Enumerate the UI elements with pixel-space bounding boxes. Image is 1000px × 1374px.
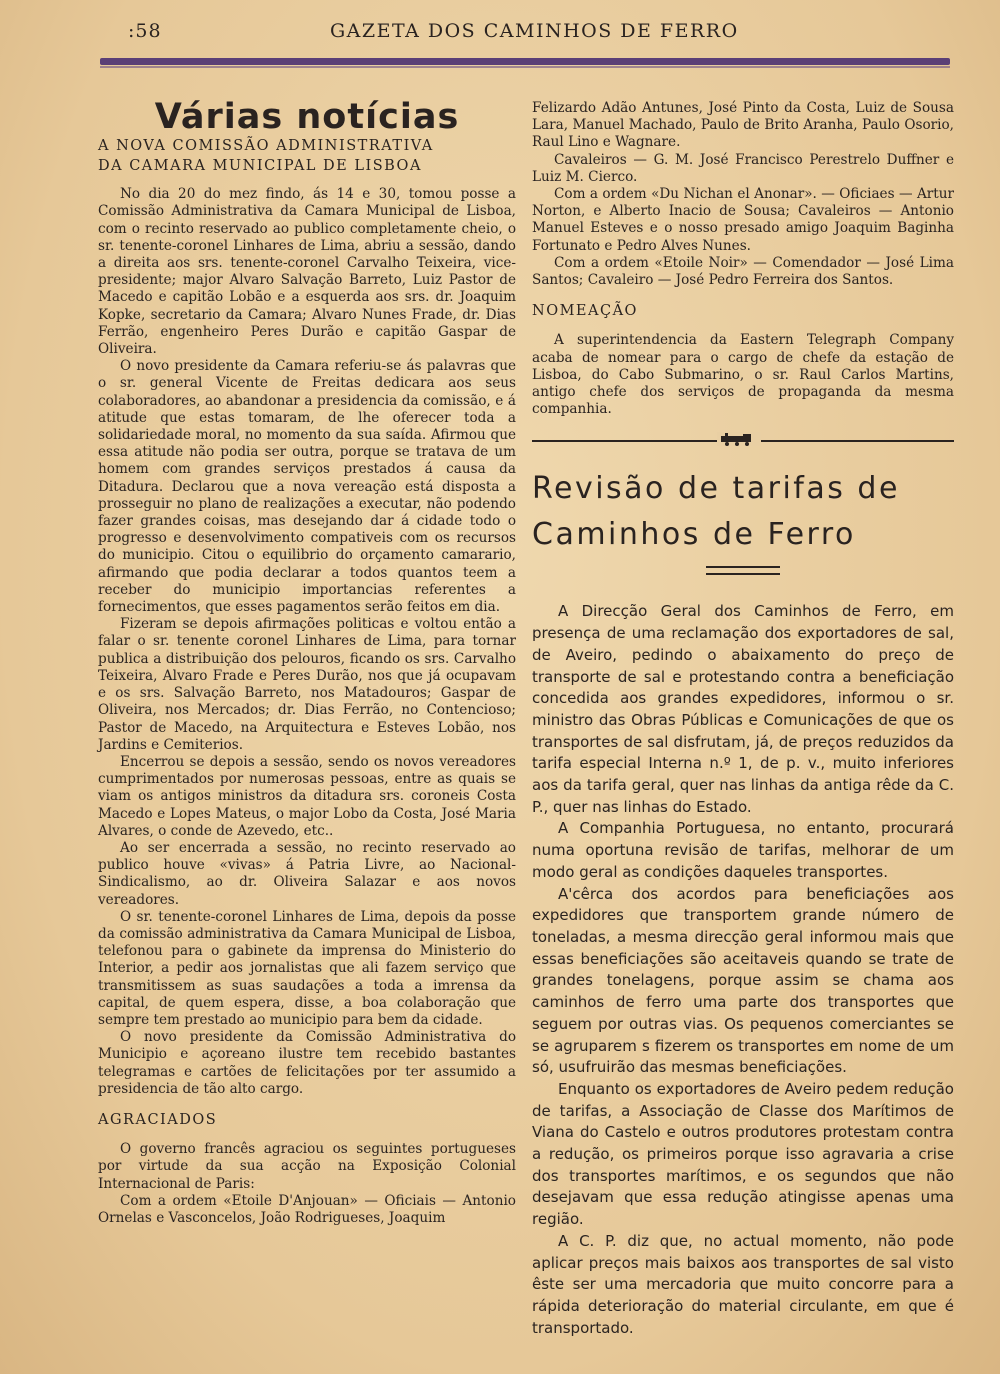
article-title-line-1: Revisão de tarifas de	[532, 471, 900, 507]
article-subhead	[98, 136, 516, 176]
paragraph: O novo presidente da Camara referiu-se ás palavras que o sr. general Vicente de Freitas dedicara aos seus colaboradores, ao abandonar a presidencia da comissão, e á atitude que estas tomaram, de lhe oferecer toda a solidariedade moral, no momento da sua saída. Afirmou que essa atitude não podia ser outra, porque se tratava de um homem com grandes serviços prestados á causa da Ditadura. Declarou que a nova vereação está disposta a prosseguir no plano de realizações a executar, não podendo fazer grandes coisas, mas desejando dar á cidade todo o progresso e desenvolvimento compativeis com os recursos do municipio. Citou o equilibrio do orçamento camarario, afirmando que podia declarar a todos quantos teem a receber do municipio importancias referentes a fornecimentos, que esses pagamentos serão feitos em dia.	[98, 358, 516, 616]
paragraph: A C. P. diz que, no actual momento, não pode aplicar preços mais baixos aos transportes de sal visto êste ser uma mercadoria que muito concorre para a rápida deterioração do material circulante, em que é transportado.	[532, 1231, 954, 1337]
nomeacao-heading: NOMEAÇÃO	[532, 303, 638, 320]
paragraph: A Companhia Portuguesa, no entanto, procurará numa oportuna revisão de tarifas, melhorar de um modo geral as condições daqueles transportes.	[532, 819, 954, 881]
page-number: :58	[128, 20, 162, 42]
header-rule	[100, 58, 950, 65]
paragraph: Cavaleiros — G. M. José Francisco Perestrelo Duffner e Luiz M. Cierco.	[532, 151, 954, 185]
article-title-line-2: Caminhos de Ferro	[532, 517, 856, 553]
paragraph: Encerrou se depois a sessão, sendo os novos vereadores cumprimentados por numerosas pessoas, entre as quais se viam os antigos ministros da ditadura srs. coroneis Costa Macedo e Lopes Mateus, o major Lobo da Costa, José Maria Alvares, o conde de Azevedo, etc..	[98, 753, 516, 839]
article-body	[532, 601, 954, 1339]
paragraph: Com a ordem «Du Nichan el Anonar». — Oficiaes — Artur Norton, e Alberto Inacio de Sousa; Cavaleiros — Antonio Manuel Esteves e o nosso presado amigo Joaquim Baginha Fortunato e Pedro Alves Nunes.	[532, 186, 954, 254]
paragraph: A Direcção Geral dos Caminhos de Ferro, em presença de uma reclamação dos exportadores de sal, de Aveiro, pedindo o abaixamento do preço de transporte de sal e protestando contra a beneficiação concedida aos grandes expedidores, informou o sr. ministro das Obras Públicas e Comunicações de que os transportes de sal disfrutam, já, de preços reduzidos da tarifa especial Interna n.º 1, de p. v., muito inferiores aos da tarifa geral, quer nas linhas da antiga rêde da C. P., quer nas linhas do Estado.	[532, 602, 954, 816]
paragraph: Felizardo Adão Antunes, José Pinto da Costa, Luiz de Sousa Lara, Manuel Machado, Paulo de Brito Aranha, Paulo Osorio, Raul Lino e Wagnare.	[532, 100, 954, 151]
right-column	[532, 100, 954, 1339]
paragraph: A superintendencia da Eastern Telegraph Company acaba de nomear para o cargo de chefe da estação de Lisboa, do Cabo Submarino, o sr. Raul Carlos Martins, antigo chefe dos serviços de propaganda da mesma companhia.	[532, 332, 954, 418]
running-header	[120, 14, 945, 46]
agraciados-heading: AGRACIADOS	[98, 1111, 218, 1128]
left-column	[98, 95, 516, 1227]
section-title: Várias notícias	[154, 97, 460, 137]
paragraph: O sr. tenente-coronel Linhares de Lima, depois da posse da comissão administrativa da Camara Municipal de Lisboa, telefonou para o gabinete da imprensa do Ministerio do Interior, a pedir aos jornalistas que ali fazem serviço que transmitissem as suas saudações a toda a imrensa da capital, de quem espera, disse, a boa colaboração que sempre tem prestado ao municipio para bem da cidade.	[98, 908, 516, 1028]
subhead-line-2: DA CAMARA MUNICIPAL DE LISBOA	[98, 158, 422, 175]
paragraph: O novo presidente da Comissão Administrativa do Municipio e açoreano ilustre tem recebido bastantes telegramas e cartões de felicitações por ter assumido a presidencia de tão alto cargo.	[98, 1029, 516, 1097]
paragraph: A'cêrca dos acordos para beneficiações aos expedidores que transportem grande número de toneladas, a mesma direcção geral informou mais que essas beneficiações são aceitaveis quando se trate de grandes tonelagens, porque assim se chama aos caminhos de ferro uma parte dos transportes que seguem por outras vias. Os pequenos comerciantes se se agruparem s fizerem os transportes em nome de um só, usufruirão das mesmas beneficiações.	[532, 884, 954, 1077]
train-icon	[717, 432, 761, 446]
subhead-line-1: A NOVA COMISSÃO ADMINISTRATIVA	[98, 138, 434, 155]
title-rule	[706, 566, 780, 575]
header-rule-thin	[100, 66, 950, 68]
paragraph: O governo francês agraciou os seguintes portugueses por virtude da sua acção na Exposição Colonial Internacional de Paris:	[98, 1141, 516, 1192]
paragraph: Com a ordem «Etoile D'Anjouan» — Oficiais — Antonio Ornelas e Vasconcelos, João Rodrigueses, Joaquim	[98, 1192, 516, 1226]
paragraph: No dia 20 do mez findo, ás 14 e 30, tomou posse a Comissão Administrativa da Camara Municipal de Lisboa, com o recinto reservado ao publico completamente cheio, o sr. tenente-coronel Linhares de Lima, abriu a sessão, dando a direita aos srs. tenente-coronel Carvalho Teixeira, vice-presidente; major Alvaro Salvação Barreto, Luiz Pastor de Macedo e capitão Lobão e a esquerda aos srs. dr. Joaquim Kopke, secretario da Camara; Alvaro Nunes Frade, dr. Dias Ferrão, engenheiro Peres Durão e capitão Gaspar de Oliveira.	[98, 186, 516, 358]
article-title	[532, 466, 954, 558]
paragraph: Enquanto os exportadores de Aveiro pedem redução de tarifas, a Associação de Classe dos Marítimos de Viana do Castelo e outros produtores protestam contra a redução, os primeiros porque isso agravaria a crise dos transportes marítimos, e os segundos que não desejavam que essa redução atingisse apenas uma região.	[532, 1079, 954, 1229]
paragraph: Ao ser encerrada a sessão, no recinto reservado ao publico houve «vivas» á Patria Livre, ao Nacional-Sindicalismo, ao dr. Oliveira Salazar e aos novos vereadores.	[98, 839, 516, 908]
journal-title: GAZETA DOS CAMINHOS DE FERRO	[330, 20, 739, 42]
paragraph: Com a ordem «Etoile Noir» — Comendador — José Lima Santos; Cavaleiro — José Pedro Ferreira dos Santos.	[532, 254, 954, 289]
paragraph: Fizeram se depois afirmações politicas e voltou então a falar o sr. tenente coronel Linhares de Lima, para tornar publica a distribuição dos pelouros, ficando os srs. Carvalho Teixeira, Alvaro Frade e Peres Durão, nos que já ocupavam e os srs. Salvação Barreto, nos Matadouros; Gaspar de Oliveira, nos Mercados; dr. Dias Ferrão, no Contencioso; Pastor de Macedo, na Arquitectura e Esteves Lobão, nos Jardins e Cemiterios.	[98, 616, 516, 753]
ornament-divider	[532, 432, 954, 448]
